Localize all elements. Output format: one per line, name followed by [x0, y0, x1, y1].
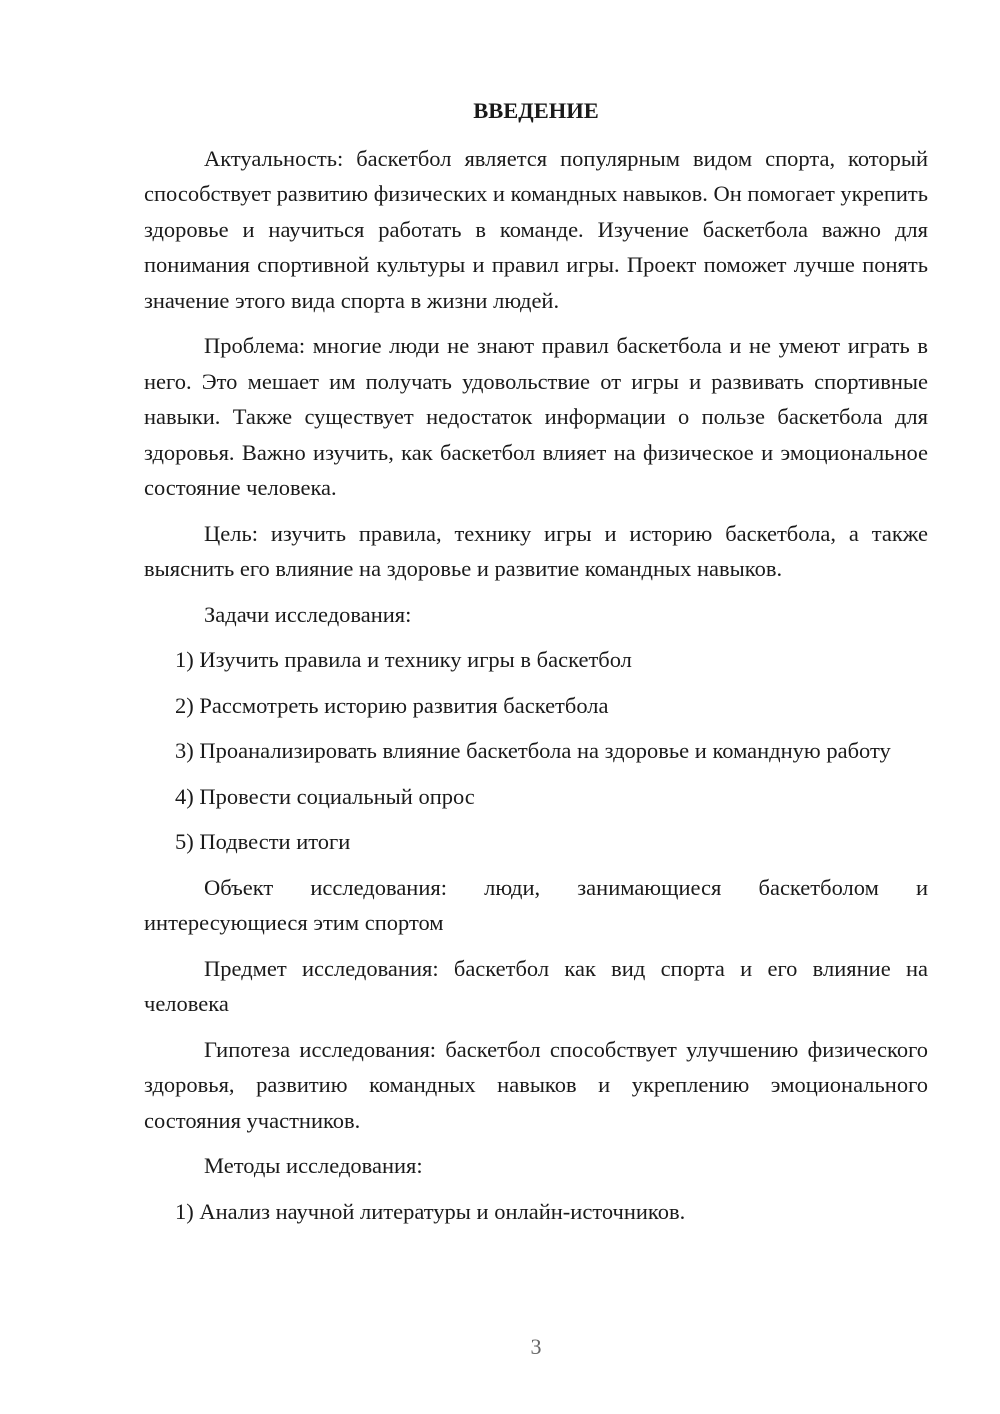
task-item-4: 4) Провести социальный опрос: [175, 783, 475, 809]
paragraph-object: Объект исследования: люди, занимающиеся баскетболом и интересующиеся этим спортом: [144, 874, 928, 935]
paragraph-subject: Предмет исследования: баскетбол как вид спорта и его влияние на человека: [144, 955, 928, 1016]
section-title: ВВЕДЕНИЕ: [473, 98, 599, 123]
methods-heading: Методы исследования:: [204, 1153, 423, 1178]
paragraph-goal: Цель: изучить правила, технику игры и историю баскетбола, а также выяснить его влияние на здоровье и развитие командных навыков.: [144, 520, 928, 581]
paragraph-hypothesis: Гипотеза исследования: баскетбол способствует улучшению физического здоровья, развитию командных навыков и укреплению эмоционального состояния участников.: [144, 1036, 928, 1133]
task-item-3: 3) Проанализировать влияние баскетбола на здоровье и командную работу: [175, 738, 891, 763]
method-item-1: 1) Анализ научной литературы и онлайн-источников.: [175, 1198, 686, 1224]
tasks-heading: Задачи исследования:: [204, 601, 412, 627]
page-content: [144, 93, 928, 1239]
task-item-5: 5) Подвести итоги: [175, 829, 351, 854]
page-number: 3: [530, 1334, 542, 1359]
paragraph-relevance: Актуальность: баскетбол является популярным видом спорта, который способствует развитию физических и командных навыков. Он помогает укрепить здоровье и научиться работать в команде. Изучение баскетбола важно для понимания спортивной культуры и правил игры. Проект поможет лучше понять значение этого вида спорта в жизни людей.: [144, 145, 929, 313]
task-item-1: 1) Изучить правила и технику игры в баскетбол: [175, 647, 632, 672]
task-item-2: 2) Рассмотреть историю развития баскетбола: [175, 692, 609, 718]
paragraph-problem: Проблема: многие люди не знают правил баскетбола и не умеют играть в него. Это мешает им получать удовольствие от игры и развивать спортивные навыки. Также существует недостаток информации о пользе баскетбола для здоровья. Важно изучить, как баскетбол влияет на физическое и эмоциональное состояние человека.: [144, 333, 928, 500]
